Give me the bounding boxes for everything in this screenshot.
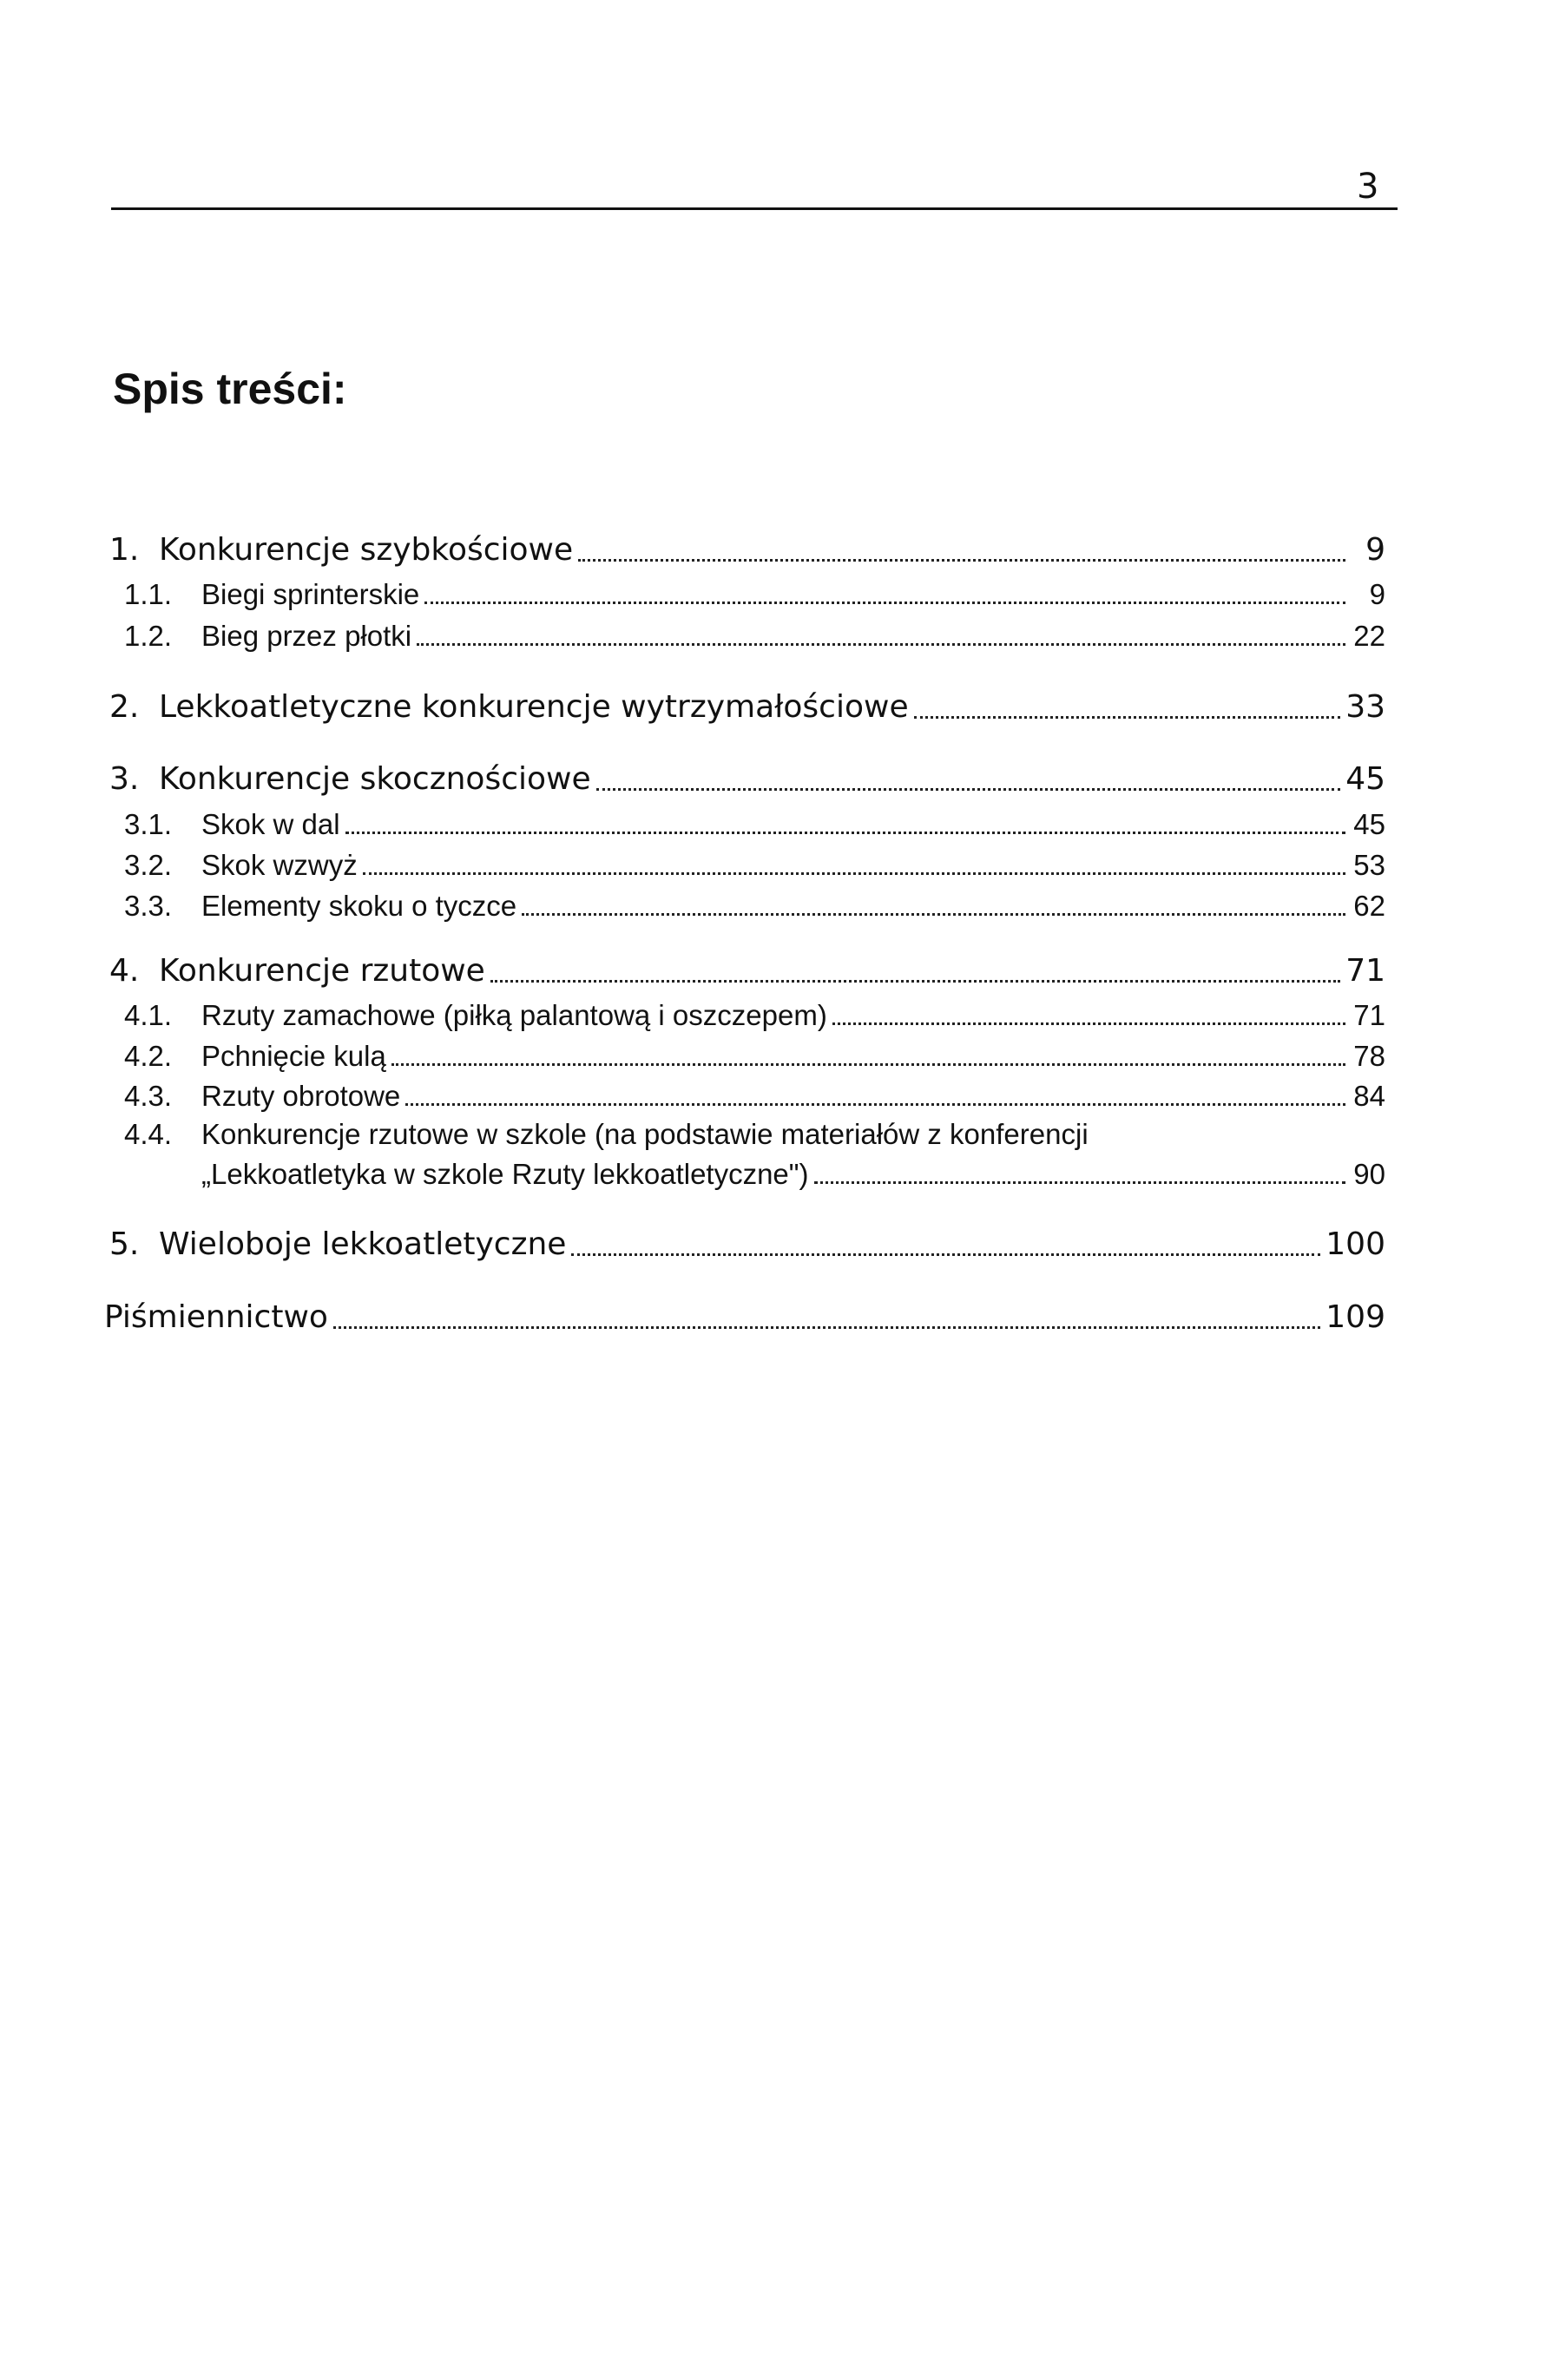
toc-entry-bibliography[interactable] — [104, 1298, 1385, 1337]
toc-entry-number: 4.1. — [124, 999, 173, 1031]
toc-entry-page: 9 — [1365, 532, 1385, 568]
toc-entry-number: 3.1. — [124, 808, 173, 840]
toc-entry-section-1-2[interactable] — [124, 619, 1385, 654]
toc-entry-number: 1.1. — [124, 578, 173, 610]
dot-leader — [490, 980, 1340, 983]
toc-entry-section-4-1[interactable] — [124, 998, 1385, 1033]
toc-entry-page: 22 — [1353, 620, 1385, 652]
page-number: 3 — [1357, 167, 1379, 207]
toc-entry-label: Biegi sprinterskie — [201, 578, 420, 610]
dot-leader — [814, 1181, 1346, 1184]
toc-entry-number: 4. — [109, 953, 140, 989]
toc-entry-page: 45 — [1353, 808, 1385, 840]
toc-entry-chapter-5[interactable] — [109, 1226, 1385, 1264]
toc-entry-number: 3.2. — [124, 849, 173, 881]
toc-entry-number: 4.3. — [124, 1080, 173, 1112]
toc-entry-chapter-3[interactable] — [109, 760, 1385, 799]
toc-entry-label: Bieg przez płotki — [201, 620, 412, 652]
dot-leader — [391, 1063, 1345, 1066]
dot-leader — [571, 1253, 1320, 1256]
toc-entry-label: Konkurencje rzutowe — [159, 953, 485, 989]
toc-entry-label: Konkurencje szybkościowe — [159, 532, 574, 568]
dot-leader — [914, 716, 1341, 719]
toc-entry-number: 5. — [109, 1226, 140, 1262]
toc-entry-section-4-2[interactable] — [124, 1039, 1385, 1074]
toc-entry-chapter-4[interactable] — [109, 952, 1385, 990]
toc-entry-label: Skok w dal — [201, 808, 340, 840]
dot-leader — [424, 602, 1345, 604]
dot-leader — [522, 913, 1345, 916]
toc-entry-label: Lekkoatletyczne konkurencje wytrzymałościowe — [159, 689, 909, 725]
toc-entry-section-3-3[interactable] — [124, 889, 1385, 924]
toc-entry-label: Pchnięcie kulą — [201, 1040, 386, 1072]
toc-entry-page: 45 — [1345, 761, 1385, 797]
toc-entry-page: 100 — [1325, 1226, 1385, 1262]
toc-entry-label: Rzuty obrotowe — [201, 1080, 401, 1112]
toc-entry-label: Rzuty zamachowe (piłką palantową i oszczepem) — [201, 999, 827, 1031]
toc-entry-label: Piśmiennictwo — [104, 1299, 328, 1335]
dot-leader — [345, 832, 1345, 834]
toc-entry-label: Skok wzwyż — [201, 849, 358, 881]
toc-entry-page: 84 — [1353, 1080, 1385, 1112]
toc-entry-page: 53 — [1353, 849, 1385, 881]
toc-entry-number: 1.2. — [124, 620, 173, 652]
toc-entry-section-1-1[interactable] — [124, 577, 1385, 612]
toc-entry-chapter-1[interactable] — [109, 531, 1385, 569]
header-rule — [111, 207, 1398, 210]
toc-entry-page: 62 — [1353, 890, 1385, 922]
toc-entry-label: Konkurencje rzutowe w szkole (na podstawie materiałów z konferencji — [201, 1118, 1089, 1150]
toc-entry-section-3-2[interactable] — [124, 848, 1385, 883]
toc-entry-page: 78 — [1353, 1040, 1385, 1072]
toc-entry-page: 71 — [1353, 999, 1385, 1031]
toc-entry-page: 71 — [1345, 953, 1385, 989]
dot-leader — [363, 872, 1345, 875]
toc-entry-number: 3.3. — [124, 890, 173, 922]
toc-entry-number: 3. — [109, 761, 140, 797]
toc-entry-chapter-2[interactable] — [109, 688, 1385, 726]
toc-entry-number: 2. — [109, 689, 140, 725]
toc-entry-section-4-3[interactable] — [124, 1079, 1385, 1114]
toc-entry-label: Elementy skoku o tyczce — [201, 890, 517, 922]
toc-entry-page: 33 — [1345, 689, 1385, 725]
toc-entry-label-continuation: „Lekkoatletyka w szkole Rzuty lekkoatletyczne") — [201, 1158, 809, 1190]
toc-entry-number: 4.4. — [124, 1118, 173, 1150]
dot-leader — [578, 559, 1345, 562]
page-title: Spis treści: — [113, 365, 347, 413]
toc-entry-label: Konkurencje skocznościowe — [159, 761, 591, 797]
dot-leader — [832, 1022, 1345, 1025]
toc-entry-page: 90 — [1353, 1158, 1385, 1190]
dot-leader — [405, 1103, 1345, 1106]
toc-entry-section-4-4-continuation[interactable] — [201, 1157, 1385, 1192]
toc-entry-page: 109 — [1325, 1299, 1385, 1335]
toc-entry-section-3-1[interactable] — [124, 807, 1385, 842]
toc-entry-section-4-4[interactable] — [124, 1117, 1385, 1152]
dot-leader — [333, 1326, 1320, 1329]
dot-leader — [596, 788, 1341, 791]
toc-entry-number: 4.2. — [124, 1040, 173, 1072]
toc-entry-page: 9 — [1369, 578, 1385, 610]
toc-entry-label: Wieloboje lekkoatletyczne — [159, 1226, 567, 1262]
dot-leader — [417, 643, 1345, 646]
toc-entry-number: 1. — [109, 532, 140, 568]
